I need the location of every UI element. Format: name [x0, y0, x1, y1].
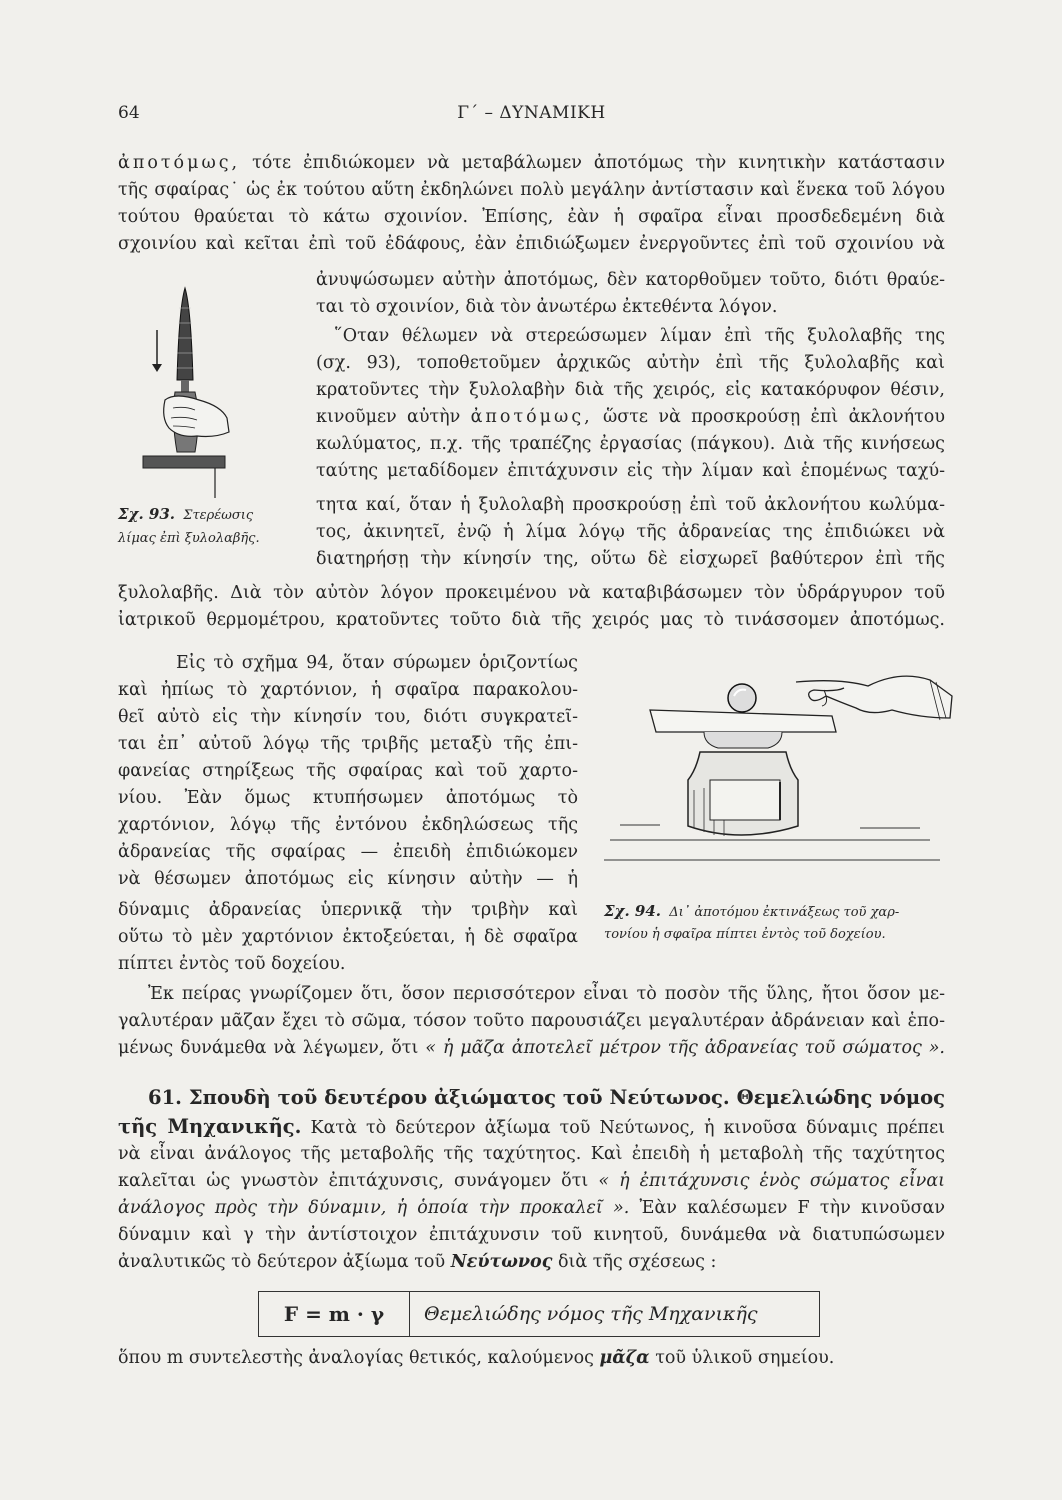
text-line: ταύτης μεταδίδομεν ἐπιτάχυνσιν εἰς τὴν λίμαν καὶ ἑπομένως ταχύ- [316, 461, 945, 481]
text-line: νὰ εἶναι ἀνάλογος τῆς μεταβολῆς τῆς ταχύτητος. Καὶ ἐπειδὴ ἡ μεταβολὴ τῆς ταχύτητος [118, 1144, 945, 1164]
text-line: κρατοῦντες τὴν ξυλολαβὴν διὰ τῆς χειρός, εἰς κατακόρυφον θέσιν, [316, 380, 945, 400]
text-line: νὰ θέσωμεν ἀποτόμως εἰς κίνησιν αὐτὴν — ἡ [118, 869, 578, 889]
text-line: νίου. Ἐὰν ὅμως κτυπήσωμεν ἀποτόμως τὸ [118, 788, 578, 808]
file-handle-illustration [135, 268, 235, 498]
text-line: φανείας στηρίξεως τῆς σφαίρας καὶ τοῦ χαρτο- [118, 761, 578, 781]
text-line: (σχ. 93), τοποθετοῦμεν ἀρχικῶς αὐτὴν ἐπὶ τῆς ξυλολαβῆς καὶ [316, 353, 945, 373]
cardboard-ball-illustration [600, 660, 960, 890]
text-line: τος, ἀκινητεῖ, ἐνῷ ἡ λίμα λόγῳ τῆς ἀδρανείας της ἐπιδιώκει νὰ [316, 522, 945, 542]
text-line: γαλυτέραν μᾶζαν ἔχει τὸ σῶμα, τόσον τοῦτο παρουσιάζει μεγαλυτέραν ἀδράνειαν καὶ ἑπο- [118, 1011, 945, 1031]
text-line: καλεῖται ὡς γνωστὸν ἐπιτάχυνσις, συνάγομεν ὅτι « ἡ ἐπιτάχυνσις ἑνὸς σώματος εἶναι [118, 1171, 945, 1191]
text-line: δύναμιν καὶ γ τὴν ἀντίστοιχον ἐπιτάχυνσιν τοῦ κινητοῦ, δυνάμεθα νὰ διατυπώσωμεν [118, 1225, 945, 1245]
text-line: Ἐκ πείρας γνωρίζομεν ὅτι, ὅσον περισσότερον εἶναι τὸ ποσὸν τῆς ὕλης, ἤτοι ὅσον με- [148, 984, 945, 1004]
figure-93-caption: Σχ. 93. Στερέωσις [118, 505, 254, 523]
formula-box [258, 1291, 820, 1337]
text-line: πίπτει ἐντὸς τοῦ δοχείου. [118, 954, 346, 974]
page-number: 64 [118, 103, 140, 123]
text-line: ται τὸ σχοινίον, διὰ τὸν ἀνωτέρω ἐκτεθέντα λόγον. [316, 297, 778, 317]
text-line: τῆς σφαίρας˙ ὡς ἐκ τούτου αὕτη ἐκδηλώνει πολὺ μεγάλην ἀντίστασιν καὶ ἕνεκα τοῦ λόγου [118, 180, 945, 200]
running-header [118, 103, 945, 129]
text-line: χαρτόνιον, λόγῳ τῆς ἐντόνου ἐκδηλώσεως τῆς [118, 815, 578, 835]
text-line: διατηρήσῃ τὴν κίνησίν της, οὕτω δὲ εἰσχωρεῖ βαθύτερον ἐπὶ τῆς [316, 549, 945, 569]
text-line: κινοῦμεν αὐτὴν ἀποτόμως, ὥστε νὰ προσκρούσῃ ἐπὶ ἀκλονήτου [316, 407, 945, 427]
text-line: μένως δυνάμεθα νὰ λέγωμεν, ὅτι « ἡ μᾶζα ἀποτελεῖ μέτρον τῆς ἀδρανείας τοῦ σώματος ». [118, 1038, 945, 1058]
text-line: ῞Οταν θέλωμεν νὰ στερεώσωμεν λίμαν ἐπὶ τῆς ξυλολαβῆς της [334, 326, 945, 346]
text-line: ἀποτόμως, τότε ἐπιδιώκομεν νὰ μεταβάλωμεν ἀποτόμως τὴν κινητικὴν κατάστασιν [118, 153, 945, 173]
text-line: τῆς Μηχανικῆς. Κατὰ τὸ δεύτερον ἀξίωμα τοῦ Νεύτωνος, ἡ κινοῦσα δύναμις πρέπει [118, 1115, 945, 1138]
text-line: τούτου θραύεται τὸ κάτω σχοινίον. Ἐπίσης, ἐὰν ἡ σφαῖρα εἶναι προσδεδεμένη διὰ [118, 207, 945, 227]
text-line: οὕτω τὸ μὲν χαρτόνιον ἐκτοξεύεται, ἡ δὲ σφαῖρα [118, 927, 578, 947]
text-line: ἀδρανείας τῆς σφαίρας — ἐπειδὴ ἐπιδιώκομεν [118, 842, 578, 862]
text-line: ἀνάλογος πρὸς τὴν δύναμιν, ἡ ὁποία τὴν προκαλεῖ ». Ἐὰν καλέσωμεν F τὴν κινοῦσαν [118, 1198, 945, 1218]
text-line: σχοινίου καὶ κεῖται ἐπὶ τοῦ ἐδάφους, ἐὰν ἐπιδιώξωμεν ἐνεργοῦντες ἐπὶ τοῦ σχοινίου νὰ [118, 234, 945, 254]
text-line: δύναμις ἀδρανείας ὑπερνικᾷ τὴν τριβὴν καὶ [118, 900, 578, 920]
text-line: Εἰς τὸ σχῆμα 94, ὅταν σύρωμεν ὁριζοντίως [176, 653, 578, 673]
text-line: ξυλολαβῆς. Διὰ τὸν αὐτὸν λόγον προκειμένου νὰ καταβιβάσωμεν τὸν ὑδράργυρον τοῦ [118, 583, 945, 603]
figure-94-caption: τονίου ἡ σφαῖρα πίπτει ἐντὸς τοῦ δοχείου. [604, 927, 886, 942]
text-line: κωλύματος, π.χ. τῆς τραπέζης ἐργασίας (πάγκου). Διὰ τῆς κινήσεως [316, 434, 945, 454]
running-title: Γ΄ – ΔΥΝΑΜΙΚΗ [457, 103, 606, 123]
text-line: ἀνυψώσωμεν αὐτὴν ἀποτόμως, δὲν κατορθοῦμεν τοῦτο, διότι θραύε- [316, 270, 945, 290]
text-line: ἰατρικοῦ θερμομέτρου, κρατοῦντες τοῦτο διὰ τῆς χειρός μας τὸ τινάσσομεν ἀποτόμως. [118, 610, 945, 630]
formula-name: Θεμελιώδης νόμος τῆς Μηχανικῆς [424, 1303, 758, 1325]
section-heading: 61. Σπουδὴ τοῦ δευτέρου ἀξιώματος τοῦ Νεύτωνος. Θεμελιώδης νόμος [148, 1086, 945, 1109]
text-line: τητα καί, ὅταν ἡ ξυλολαβὴ προσκρούσῃ ἐπὶ τοῦ ἀκλονήτου κωλύμα- [316, 495, 945, 515]
formula-equation: F = m · γ [259, 1292, 410, 1336]
figure-94-caption: Σχ. 94. Δι᾽ ἀποτόμου ἐκτινάξεως τοῦ χαρ- [604, 902, 900, 920]
figure-93-caption: λίμας ἐπὶ ξυλολαβῆς. [118, 531, 260, 546]
text-line: ὅπου m συντελεστὴς ἀναλογίας θετικός, καλούμενος μᾶζα τοῦ ὑλικοῦ σημείου. [118, 1348, 835, 1368]
text-line: θεῖ αὐτὸ εἰς τὴν κίνησίν του, διότι συγκρατεῖ- [118, 707, 578, 727]
text-line: καὶ ἠπίως τὸ χαρτόνιον, ἡ σφαῖρα παρακολου- [118, 680, 578, 700]
text-line: ἀναλυτικῶς τὸ δεύτερον ἀξίωμα τοῦ Νεύτωνος διὰ τῆς σχέσεως : [118, 1252, 717, 1272]
text-line: ται ἐπ᾽ αὐτοῦ λόγῳ τῆς τριβῆς μεταξὺ τῆς ἐπι- [118, 734, 578, 754]
